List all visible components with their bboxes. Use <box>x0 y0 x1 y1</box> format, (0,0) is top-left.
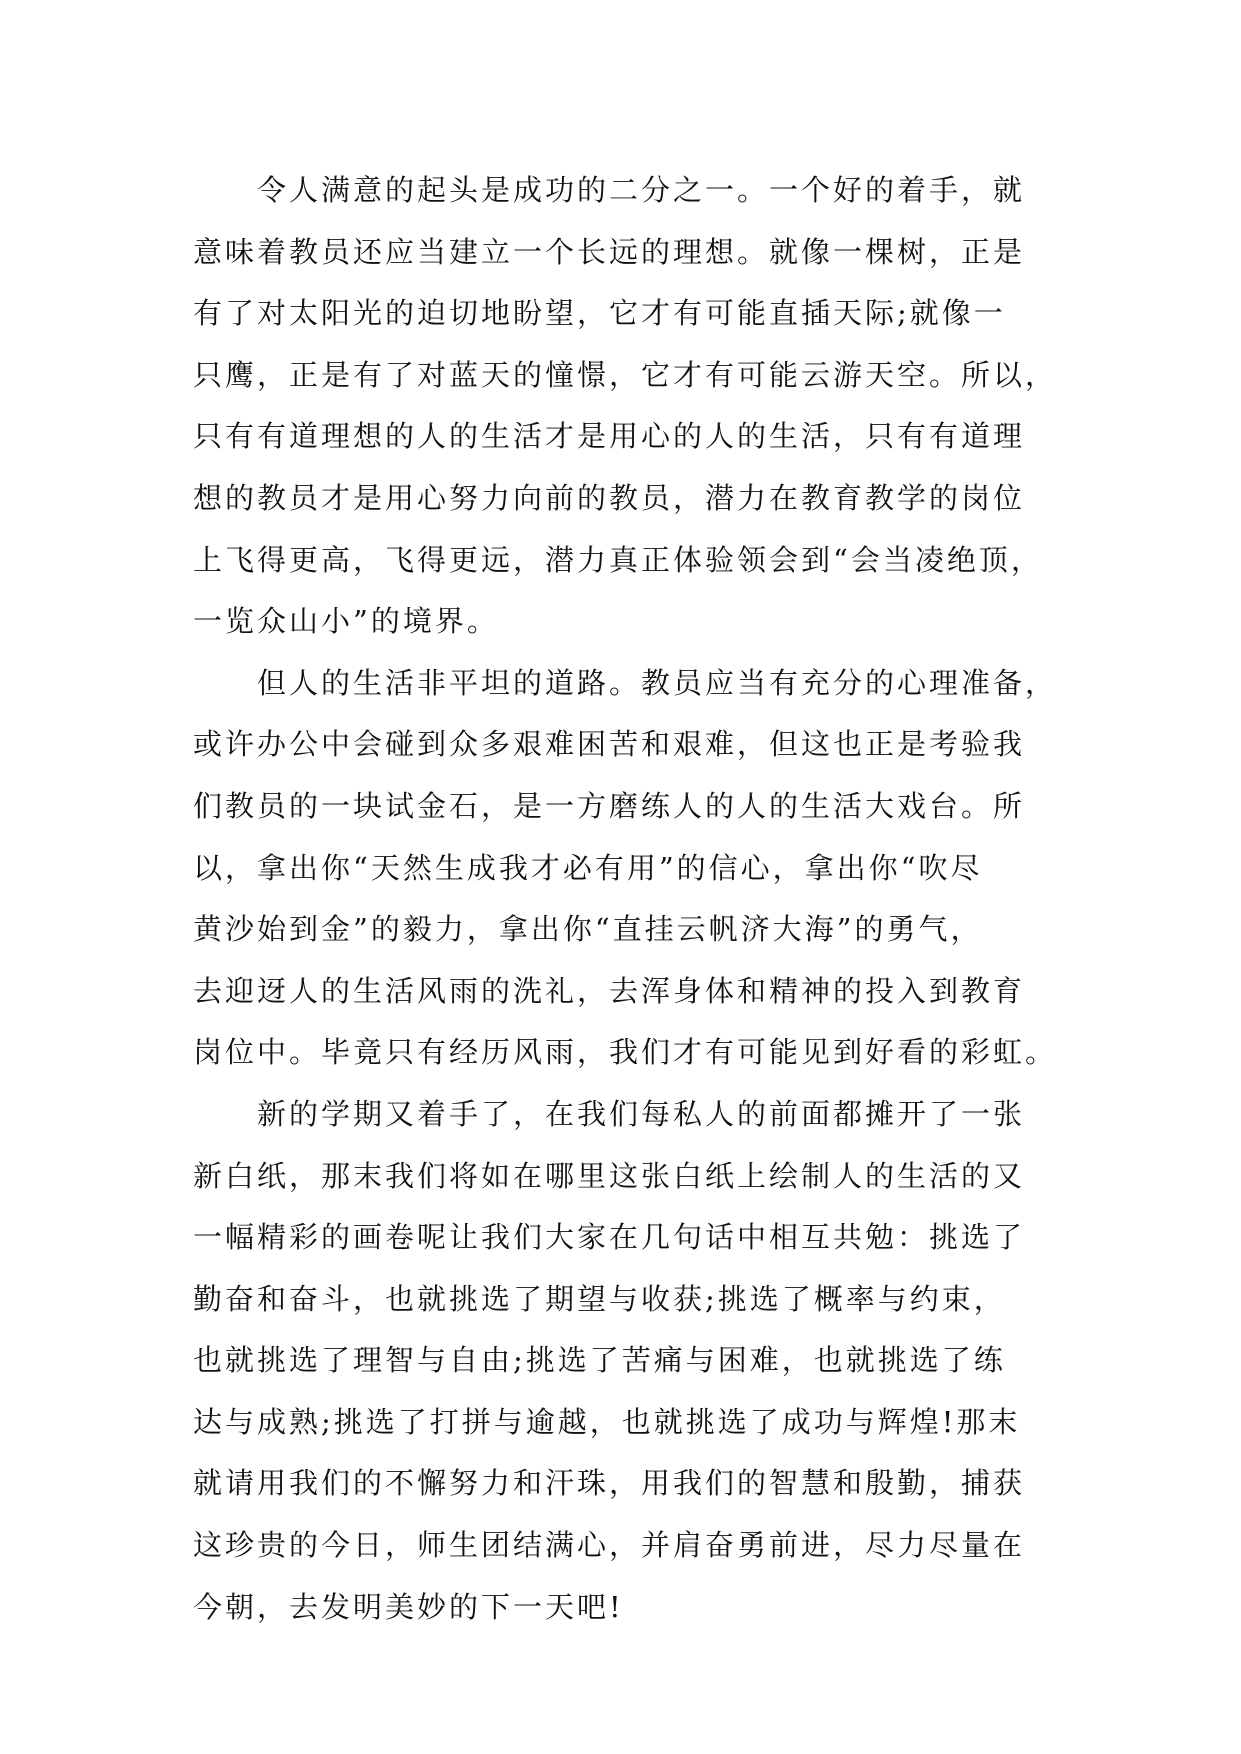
paragraph-2 <box>193 653 1058 1084</box>
text-line: 有了对太阳光的迫切地盼望，它才有可能直插天际;就像一 <box>193 296 1006 331</box>
text-line: 这珍贵的今日，师生团结满心，并肩奋勇前进，尽力尽量在 <box>193 1528 1026 1563</box>
text-line: 勤奋和奋斗，也就挑选了期望与收获;挑选了概率与约束， <box>193 1281 1006 1316</box>
text-line: 去迎迓人的生活风雨的洗礼，去浑身体和精神的投入到教育 <box>193 973 1026 1008</box>
text-line: 们教员的一块试金石，是一方磨练人的人的生活大戏台。所 <box>193 788 1026 823</box>
text-line: 也就挑选了理智与自由;挑选了苦痛与困难，也就挑选了练 <box>193 1343 1006 1378</box>
text-line: 令人满意的起头是成功的二分之一。一个好的着手，就 <box>257 173 1026 207</box>
paragraph-3 <box>193 1084 1053 1638</box>
document-body <box>193 160 1058 1638</box>
text-line: 一幅精彩的画卷呢让我们大家在几句话中相互共勉：挑选了 <box>193 1220 1026 1255</box>
text-line: 新的学期又着手了，在我们每私人的前面都摊开了一张 <box>257 1096 1026 1131</box>
text-line: 只鹰，正是有了对蓝天的憧憬，它才有可能云游天空。所以， <box>193 357 1058 392</box>
text-line: 黄沙始到金”的毅力，拿出你“直挂云帆济大海”的勇气， <box>193 912 983 947</box>
text-line: 以，拿出你“天然生成我才必有用”的信心，拿出你“吹尽 <box>193 850 983 885</box>
text-line: 达与成熟;挑选了打拼与逾越，也就挑选了成功与辉煌!那末 <box>193 1404 1021 1439</box>
text-line: 新白纸，那末我们将如在哪里这张白纸上绘制人的生活的又 <box>193 1158 1026 1193</box>
text-line: 就请用我们的不懈努力和汗珠，用我们的智慧和殷勤，捕获 <box>193 1466 1026 1501</box>
text-line: 想的教员才是用心努力向前的教员，潜力在教育教学的岗位 <box>193 480 1026 515</box>
text-line: 或许办公中会碰到众多艰难困苦和艰难，但这也正是考验我 <box>193 727 1026 762</box>
text-line: 意味着教员还应当建立一个长远的理想。就像一棵树，正是 <box>193 234 1026 269</box>
text-line: 但人的生活非平坦的道路。教员应当有充分的心理准备， <box>257 665 1058 700</box>
text-line: 岗位中。毕竟只有经历风雨，我们才有可能见到好看的彩虹。 <box>193 1035 1058 1070</box>
paragraph-1 <box>193 160 1058 653</box>
text-line: 只有有道理想的人的生活才是用心的人的生活，只有有道理 <box>193 419 1026 454</box>
text-line: 上飞得更高，飞得更远，潜力真正体验领会到“会当凌绝顶， <box>193 542 1043 577</box>
text-line: 一览众山小”的境界。 <box>193 604 499 639</box>
text-line: 今朝，去发明美妙的下一天吧! <box>193 1589 624 1624</box>
